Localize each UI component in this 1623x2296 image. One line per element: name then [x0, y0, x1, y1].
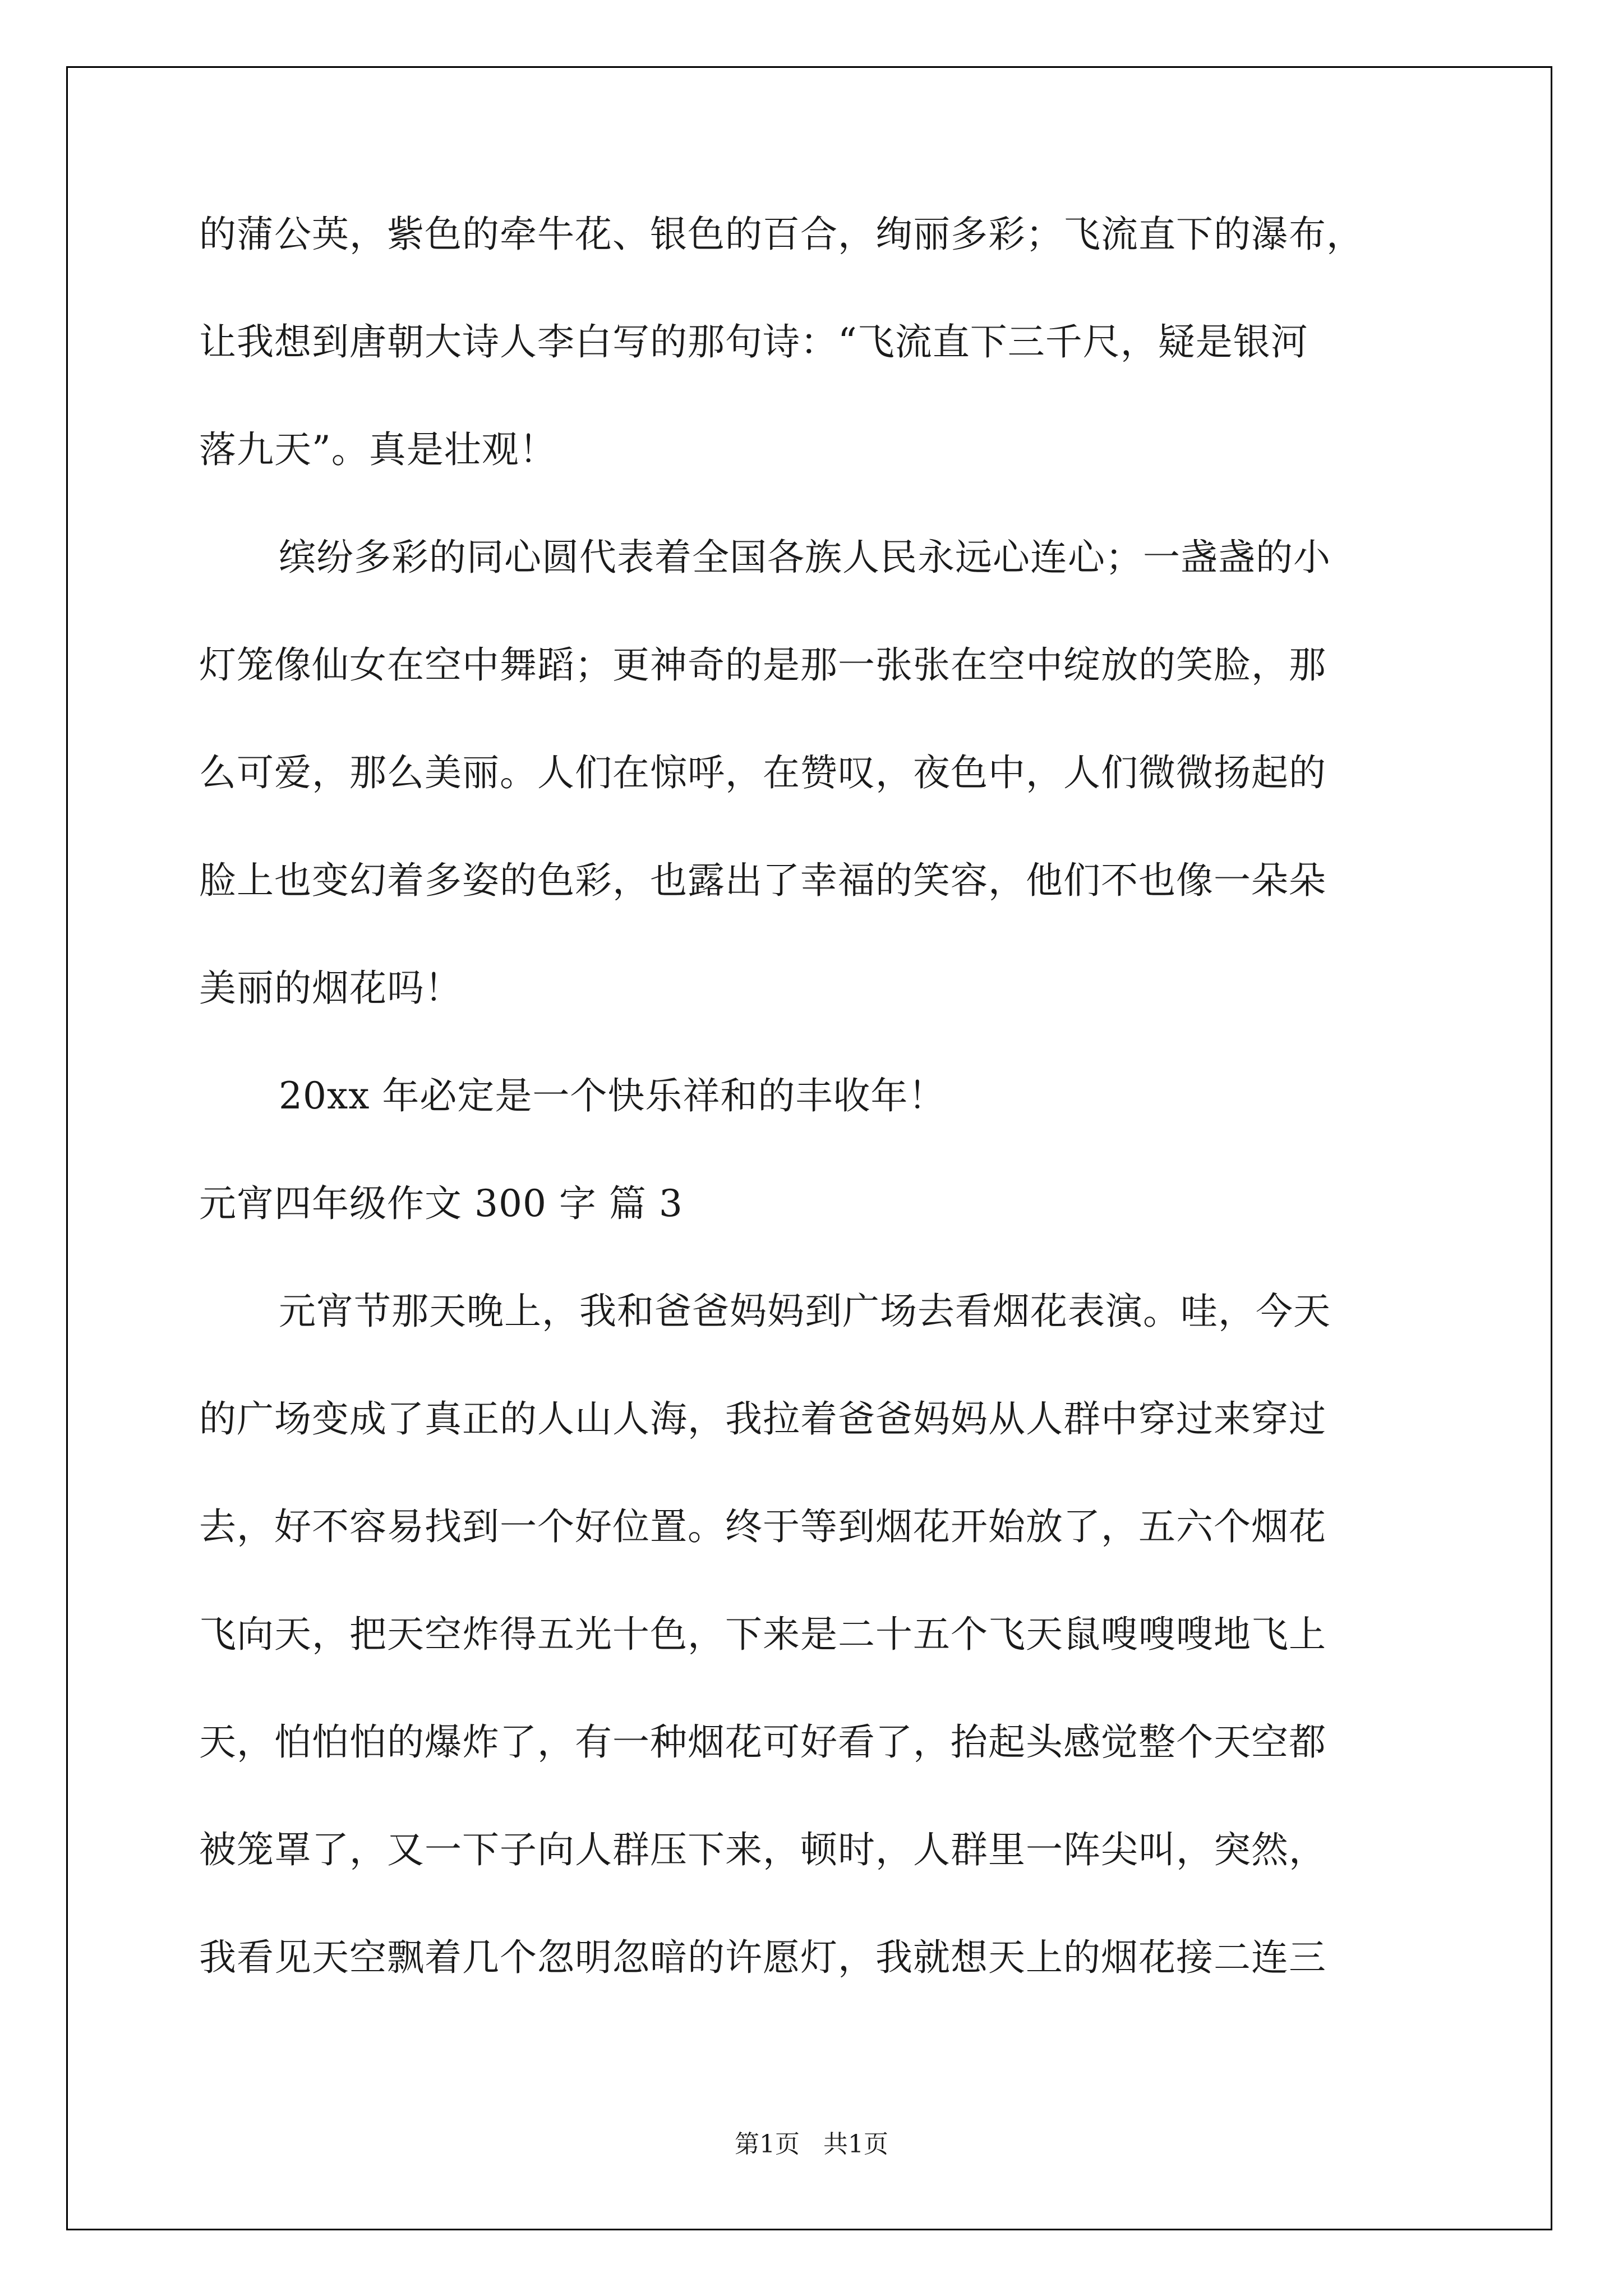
text-line-11: 元宵节那天晚上，我和爸爸妈妈到广场去看烟花表演。哇，今天 [279, 1290, 1331, 1333]
text-line-17: 我看见天空飘着几个忽明忽暗的许愿灯，我就想天上的烟花接二连三 [199, 1936, 1326, 1979]
text-line-3: 落九天”。真是壮观！ [199, 428, 557, 471]
text-line-14: 飞向天，把天空炸得五光十色，下来是二十五个飞天鼠嗖嗖嗖地飞上 [199, 1613, 1326, 1656]
page-footer: 第1页 共1页 [735, 2130, 888, 2159]
text-line-1: 的蒲公英，紫色的牵牛花、银色的百合，绚丽多彩；飞流直下的瀑布， [199, 213, 1364, 256]
text-line-13: 去，好不容易找到一个好位置。终于等到烟花开始放了，五六个烟花 [199, 1505, 1326, 1548]
page-border [66, 66, 1552, 2230]
text-line-8: 美丽的烟花吗！ [199, 967, 462, 1010]
text-line-15: 天，怕怕怕的爆炸了，有一种烟花可好看了，抬起头感觉整个天空都 [199, 1720, 1326, 1764]
text-line-9: 20xx 年必定是一个快乐祥和的丰收年！ [279, 1074, 946, 1117]
text-line-2: 让我想到唐朝大诗人李白写的那句诗：“飞流直下三千尺，疑是银河 [199, 320, 1308, 364]
text-line-5: 灯笼像仙女在空中舞蹈；更神奇的是那一张张在空中绽放的笑脸，那 [199, 643, 1326, 687]
text-line-7: 脸上也变幻着多姿的色彩，也露出了幸福的笑容，他们不也像一朵朵 [199, 859, 1326, 902]
text-line-12: 的广场变成了真正的人山人海，我拉着爸爸妈妈从人群中穿过来穿过 [199, 1397, 1326, 1441]
text-line-16: 被笼罩了，又一下子向人群压下来，顿时，人群里一阵尖叫，突然， [199, 1828, 1326, 1871]
text-line-6: 么可爱，那么美丽。人们在惊呼，在赞叹，夜色中，人们微微扬起的 [199, 751, 1326, 794]
text-line-4: 缤纷多彩的同心圆代表着全国各族人民永远心连心；一盏盏的小 [279, 536, 1331, 579]
section-heading: 元宵四年级作文 300 字 篇 3 [199, 1182, 683, 1225]
